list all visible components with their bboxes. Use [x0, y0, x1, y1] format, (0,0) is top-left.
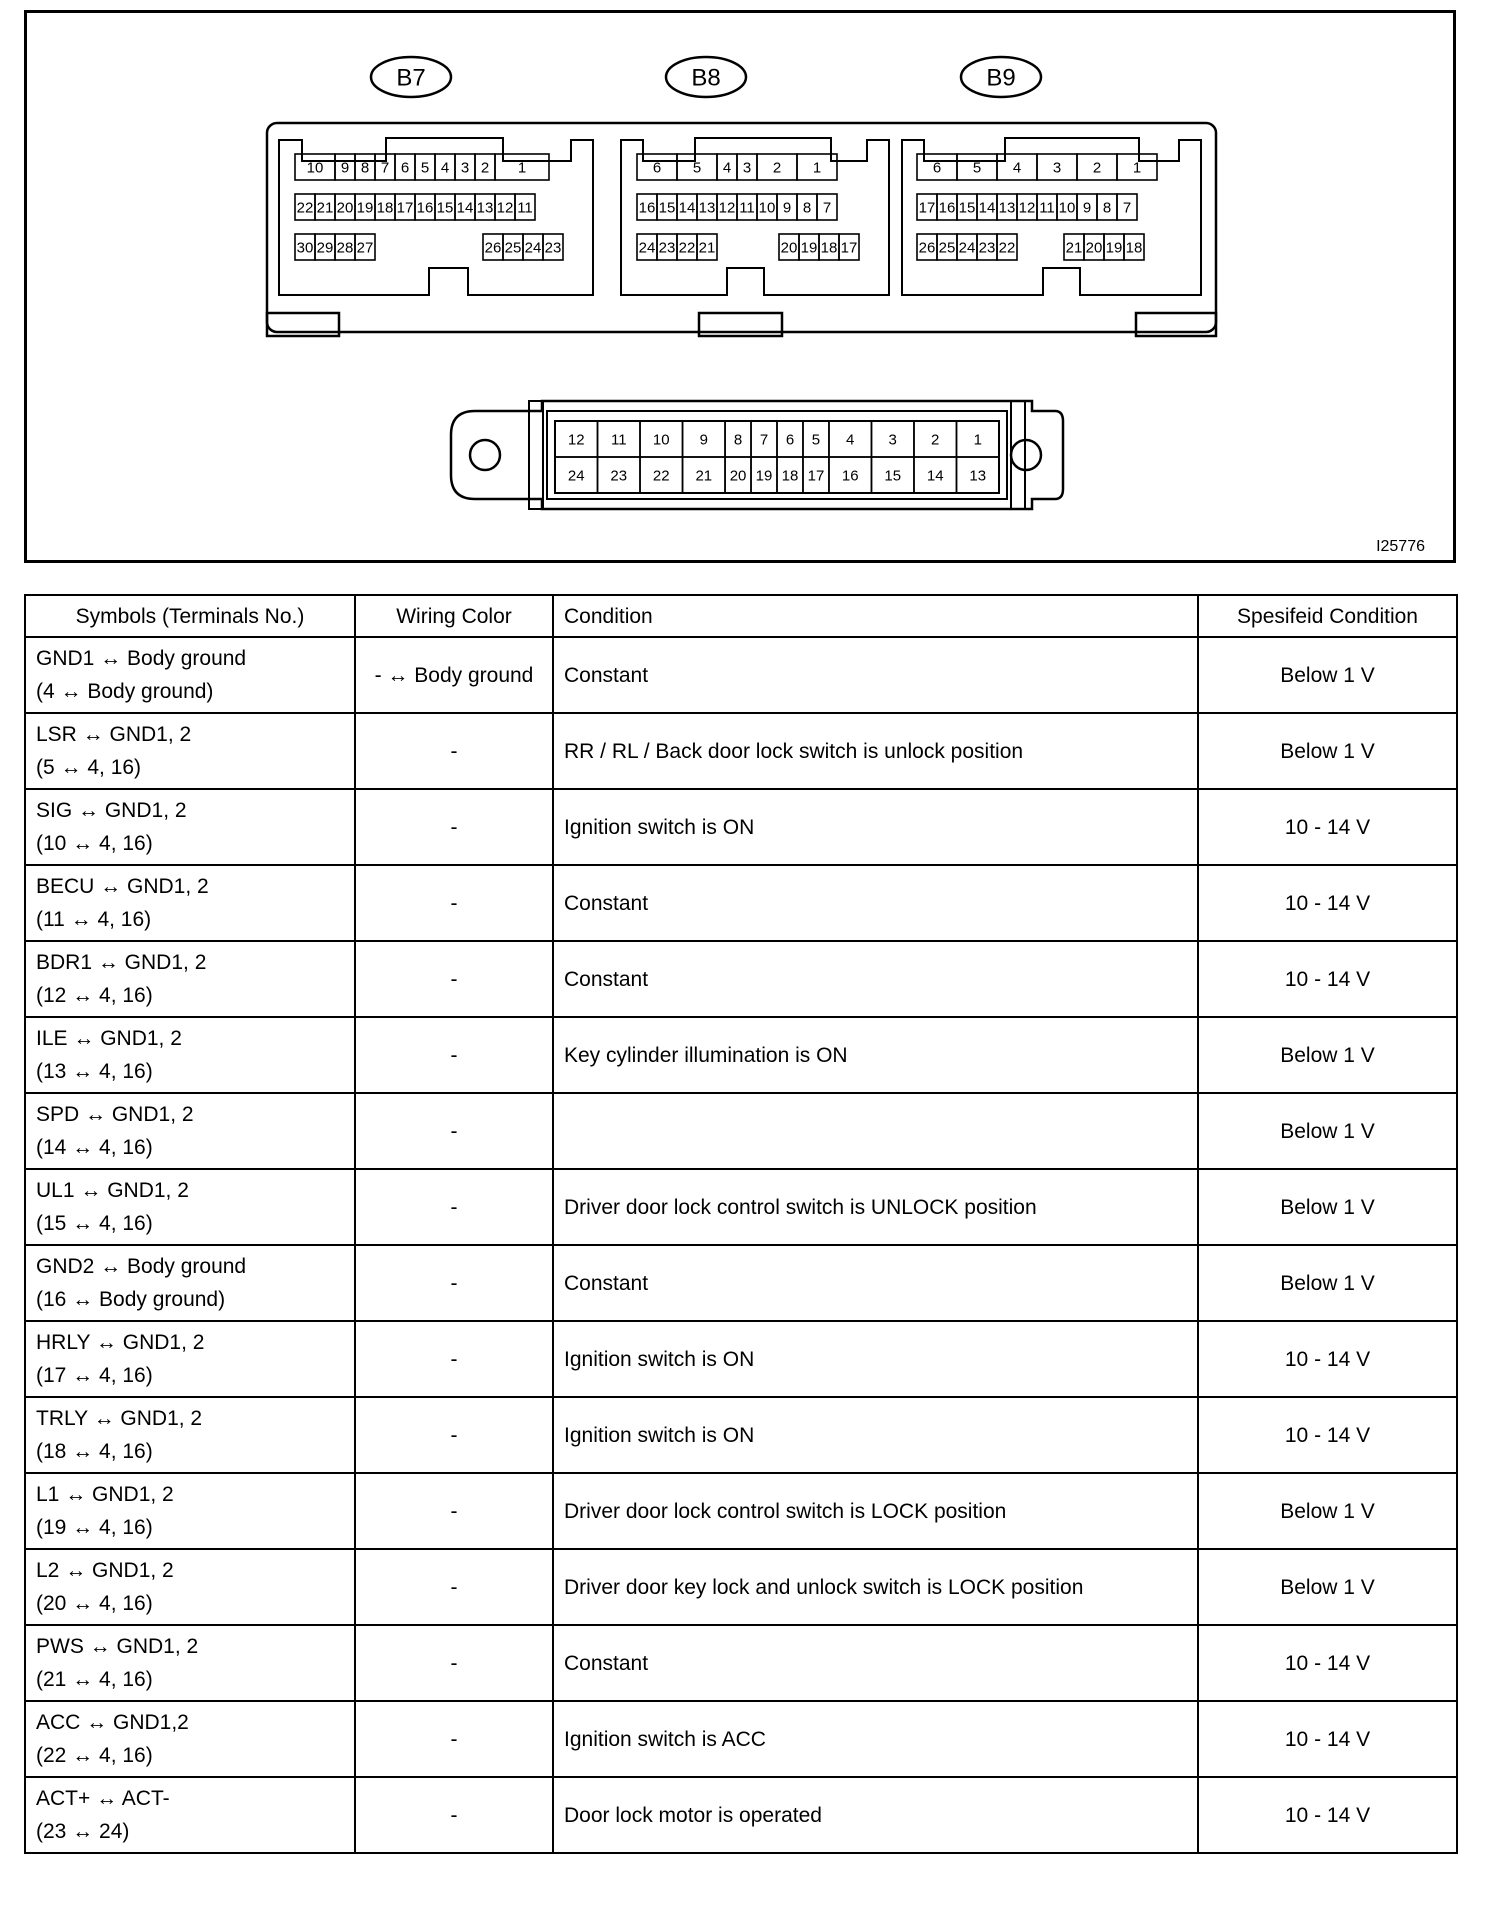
pin-number: 16 [416, 199, 434, 217]
wiring-color-cell: - [355, 789, 553, 865]
symbol-pair: L2 ↔ GND1, 2 [36, 1559, 174, 1582]
wiring-color-cell: - [355, 1321, 553, 1397]
pin-number: 23 [544, 239, 562, 257]
header-wiring-color: Wiring Color [355, 595, 553, 637]
pin-number: 7 [380, 159, 390, 177]
condition-cell [553, 1093, 1198, 1169]
condition-cell: Ignition switch is ON [553, 1397, 1198, 1473]
pin-number: 14 [456, 199, 474, 217]
symbol-pair: ILE ↔ GND1, 2 [36, 1027, 182, 1050]
pin-number: 5 [811, 431, 821, 449]
connector-label: B7 [396, 64, 426, 92]
table-row [25, 865, 1457, 941]
specified-condition-cell: Below 1 V [1198, 1549, 1457, 1625]
symbol-cell [25, 1245, 355, 1321]
pin-number: 11 [610, 431, 627, 449]
symbol-cell [25, 865, 355, 941]
pin-number: 16 [638, 199, 656, 217]
pin-number: 17 [840, 239, 858, 257]
pin-number: 2 [772, 159, 782, 177]
symbol-cell [25, 941, 355, 1017]
terminal-numbers: (17 ↔ 4, 16) [36, 1364, 153, 1387]
terminal-numbers: (16 ↔ Body ground) [36, 1288, 226, 1311]
pin-number: 7 [759, 431, 769, 449]
symbol-pair: BECU ↔ GND1, 2 [36, 875, 209, 898]
condition-cell: RR / RL / Back door lock switch is unlock position [553, 713, 1198, 789]
terminal-numbers: (21 ↔ 4, 16) [36, 1668, 153, 1691]
header-condition: Condition [553, 595, 1198, 637]
symbol-cell [25, 637, 355, 713]
connector-b7 [295, 57, 563, 260]
specified-condition-cell: Below 1 V [1198, 637, 1457, 713]
pin-number: 15 [958, 199, 976, 217]
pin-number: 18 [820, 239, 838, 257]
table-row [25, 713, 1457, 789]
connector-label: B8 [691, 64, 721, 92]
terminal-numbers: (23 ↔ 24) [36, 1820, 130, 1843]
wiring-color-cell: - [355, 1093, 553, 1169]
connector-b9 [917, 57, 1157, 260]
specified-condition-cell: 10 - 14 V [1198, 865, 1457, 941]
symbol-pair: SPD ↔ GND1, 2 [36, 1103, 194, 1126]
pin-number: 17 [396, 199, 414, 217]
specified-condition-cell: Below 1 V [1198, 1473, 1457, 1549]
table-row [25, 1701, 1457, 1777]
condition-cell: Ignition switch is ACC [553, 1701, 1198, 1777]
pin-number: 27 [356, 239, 374, 257]
pin-number: 13 [476, 199, 494, 217]
pin-number: 4 [846, 431, 855, 449]
connector-diagram [24, 10, 1456, 563]
wiring-color-cell: - [355, 1245, 553, 1321]
symbol-cell [25, 789, 355, 865]
specified-condition-cell: 10 - 14 V [1198, 1321, 1457, 1397]
pin-number: 22 [678, 239, 696, 257]
terminal-numbers: (22 ↔ 4, 16) [36, 1744, 153, 1767]
terminal-numbers: (19 ↔ 4, 16) [36, 1516, 153, 1539]
table-row [25, 1321, 1457, 1397]
pin-number: 20 [1085, 239, 1103, 257]
pin-number: 19 [755, 467, 773, 485]
wiring-color-cell: - [355, 941, 553, 1017]
pin-number: 26 [484, 239, 502, 257]
symbol-cell [25, 1169, 355, 1245]
pin-number: 19 [356, 199, 374, 217]
terminal-numbers: (4 ↔ Body ground) [36, 680, 214, 703]
table-row [25, 1093, 1457, 1169]
pin-number: 20 [729, 467, 747, 485]
wiring-color-cell: - [355, 1169, 553, 1245]
pin-number: 15 [658, 199, 676, 217]
symbol-cell [25, 713, 355, 789]
terminal-numbers: (15 ↔ 4, 16) [36, 1212, 153, 1235]
symbol-pair: HRLY ↔ GND1, 2 [36, 1331, 205, 1354]
pin-number: 14 [978, 199, 996, 217]
specified-condition-cell: 10 - 14 V [1198, 941, 1457, 1017]
pin-number: 20 [336, 199, 354, 217]
terminal-standard-voltage-table [24, 594, 1458, 1854]
pin-number: 2 [931, 431, 940, 449]
pin-number: 22 [998, 239, 1016, 257]
pin-number: 23 [978, 239, 996, 257]
symbol-cell [25, 1777, 355, 1853]
pin-number: 15 [884, 467, 902, 485]
pin-number: 1 [517, 159, 527, 177]
table-row [25, 1017, 1457, 1093]
condition-cell: Driver door key lock and unlock switch is LOCK position [553, 1549, 1198, 1625]
connector-b8 [637, 57, 859, 260]
ecu-connector-housing [267, 123, 1216, 336]
specified-condition-cell: 10 - 14 V [1198, 1397, 1457, 1473]
wiring-color-cell: - [355, 1473, 553, 1549]
pin-number: 13 [698, 199, 716, 217]
condition-cell: Constant [553, 941, 1198, 1017]
pin-number: 12 [1018, 199, 1036, 217]
wiring-color-cell: - [355, 713, 553, 789]
symbol-pair: PWS ↔ GND1, 2 [36, 1635, 199, 1658]
terminal-numbers: (18 ↔ 4, 16) [36, 1440, 153, 1463]
pin-number: 7 [822, 199, 832, 217]
table-row [25, 1549, 1457, 1625]
symbol-cell [25, 1549, 355, 1625]
table-header-row [25, 595, 1457, 637]
pin-number: 13 [969, 467, 987, 485]
specified-condition-cell: Below 1 V [1198, 1017, 1457, 1093]
pin-number: 9 [340, 159, 350, 177]
pin-number: 11 [517, 199, 533, 217]
pin-number: 5 [692, 159, 702, 177]
condition-cell: Constant [553, 1245, 1198, 1321]
symbol-pair: GND2 ↔ Body ground [36, 1255, 247, 1278]
pin-number: 10 [1058, 199, 1076, 217]
pin-number: 3 [888, 431, 897, 449]
pin-number: 24 [958, 239, 976, 257]
pin-number: 16 [938, 199, 956, 217]
wiring-color-cell: - [355, 1549, 553, 1625]
pin-number: 4 [722, 159, 732, 177]
pin-number: 12 [567, 431, 585, 449]
pin-number: 24 [567, 467, 585, 485]
specified-condition-cell: Below 1 V [1198, 713, 1457, 789]
pin-number: 8 [1102, 199, 1112, 217]
wiring-color-cell: - ↔ Body ground [355, 637, 553, 713]
pin-number: 15 [436, 199, 454, 217]
pin-number: 19 [1105, 239, 1123, 257]
specified-condition-cell: 10 - 14 V [1198, 789, 1457, 865]
symbol-pair: BDR1 ↔ GND1, 2 [36, 951, 207, 974]
pin-number: 2 [480, 159, 490, 177]
pin-number: 6 [932, 159, 942, 177]
pin-number: 3 [742, 159, 752, 177]
pin-number: 1 [1132, 159, 1142, 177]
condition-cell: Door lock motor is operated [553, 1777, 1198, 1853]
pin-number: 24 [638, 239, 656, 257]
pin-number: 25 [504, 239, 522, 257]
pin-number: 16 [841, 467, 859, 485]
pin-number: 8 [733, 431, 743, 449]
connector-label: B9 [986, 64, 1016, 92]
pin-number: 5 [972, 159, 982, 177]
pin-number: 10 [652, 431, 670, 449]
table-row [25, 789, 1457, 865]
pin-number: 29 [316, 239, 334, 257]
symbol-cell [25, 1093, 355, 1169]
symbol-pair: ACT+ ↔ ACT- [36, 1787, 170, 1810]
pin-number: 18 [1125, 239, 1143, 257]
pin-number: 6 [785, 431, 795, 449]
pin-number: 30 [296, 239, 314, 257]
symbol-cell [25, 1473, 355, 1549]
pin-number: 10 [306, 159, 324, 177]
symbol-cell [25, 1017, 355, 1093]
terminal-numbers: (10 ↔ 4, 16) [36, 832, 153, 855]
pin-number: 4 [440, 159, 450, 177]
pin-number: 9 [1082, 199, 1092, 217]
terminal-numbers: (12 ↔ 4, 16) [36, 984, 153, 1007]
pin-number: 5 [420, 159, 430, 177]
pin-number: 12 [718, 199, 736, 217]
pin-number: 8 [360, 159, 370, 177]
wiring-color-cell: - [355, 1777, 553, 1853]
pin-number: 6 [652, 159, 662, 177]
symbol-pair: TRLY ↔ GND1, 2 [36, 1407, 203, 1430]
table-row [25, 1245, 1457, 1321]
header-symbols: Symbols (Terminals No.) [25, 595, 355, 637]
terminal-numbers: (13 ↔ 4, 16) [36, 1060, 153, 1083]
wiring-color-cell: - [355, 1017, 553, 1093]
pin-number: 14 [678, 199, 696, 217]
pin-number: 20 [780, 239, 798, 257]
pin-number: 14 [926, 467, 944, 485]
pin-number: 11 [739, 199, 755, 217]
wiring-color-cell: - [355, 1625, 553, 1701]
pin-number: 22 [652, 467, 670, 485]
pin-number: 21 [698, 239, 716, 257]
connector-drawing [27, 13, 1453, 560]
pin-number: 17 [918, 199, 936, 217]
condition-cell: Constant [553, 1625, 1198, 1701]
table-row [25, 1625, 1457, 1701]
wiring-color-cell: - [355, 1397, 553, 1473]
terminal-numbers: (11 ↔ 4, 16) [36, 908, 152, 931]
symbol-pair: L1 ↔ GND1, 2 [36, 1483, 174, 1506]
table-row [25, 1473, 1457, 1549]
condition-cell: Ignition switch is ON [553, 1321, 1198, 1397]
pin-number: 23 [610, 467, 628, 485]
condition-cell: Key cylinder illumination is ON [553, 1017, 1198, 1093]
pin-number: 9 [699, 431, 708, 449]
table-row [25, 1777, 1457, 1853]
pin-number: 21 [695, 467, 713, 485]
condition-cell: Driver door lock control switch is LOCK position [553, 1473, 1198, 1549]
header-specified-condition: Spesifeid Condition [1198, 595, 1457, 637]
pin-number: 18 [376, 199, 394, 217]
wiring-color-cell: - [355, 865, 553, 941]
specified-condition-cell: Below 1 V [1198, 1245, 1457, 1321]
pin-number: 25 [938, 239, 956, 257]
mounting-hole-left-icon [470, 440, 500, 470]
figure-id: I25776 [1376, 538, 1425, 555]
pin-number: 10 [758, 199, 776, 217]
table-row [25, 1397, 1457, 1473]
symbol-cell [25, 1625, 355, 1701]
condition-cell: Constant [553, 637, 1198, 713]
pin-number: 2 [1092, 159, 1102, 177]
symbol-cell [25, 1701, 355, 1777]
pin-number: 23 [658, 239, 676, 257]
pin-number: 18 [781, 467, 799, 485]
pin-number: 3 [460, 159, 470, 177]
symbol-pair: SIG ↔ GND1, 2 [36, 799, 187, 822]
pin-number: 3 [1052, 159, 1062, 177]
symbol-cell [25, 1321, 355, 1397]
pin-number: 17 [807, 467, 825, 485]
pin-number: 24 [524, 239, 542, 257]
pin-number: 11 [1039, 199, 1055, 217]
pin-number: 6 [400, 159, 410, 177]
condition-cell: Constant [553, 865, 1198, 941]
pin-number: 1 [973, 431, 982, 449]
table-row [25, 1169, 1457, 1245]
wiring-color-cell: - [355, 1701, 553, 1777]
specified-condition-cell: 10 - 14 V [1198, 1625, 1457, 1701]
specified-condition-cell: 10 - 14 V [1198, 1777, 1457, 1853]
terminal-numbers: (20 ↔ 4, 16) [36, 1592, 153, 1615]
specified-condition-cell: 10 - 14 V [1198, 1701, 1457, 1777]
symbol-pair: GND1 ↔ Body ground [36, 647, 247, 670]
symbol-pair: ACC ↔ GND1,2 [36, 1711, 189, 1734]
pin-number: 1 [812, 159, 822, 177]
specified-condition-cell: Below 1 V [1198, 1169, 1457, 1245]
pin-number: 26 [918, 239, 936, 257]
specified-condition-cell: Below 1 V [1198, 1093, 1457, 1169]
pin-number: 21 [316, 199, 334, 217]
symbol-pair: LSR ↔ GND1, 2 [36, 723, 192, 746]
terminal-numbers: (14 ↔ 4, 16) [36, 1136, 153, 1159]
symbol-pair: UL1 ↔ GND1, 2 [36, 1179, 189, 1202]
pin-number: 19 [800, 239, 818, 257]
condition-cell: Ignition switch is ON [553, 789, 1198, 865]
pin-number: 28 [336, 239, 354, 257]
pin-number: 22 [296, 199, 314, 217]
pin-number: 4 [1012, 159, 1022, 177]
symbol-cell [25, 1397, 355, 1473]
pin-number: 21 [1065, 239, 1083, 257]
table-row [25, 637, 1457, 713]
terminal-numbers: (5 ↔ 4, 16) [36, 756, 142, 779]
pin-number: 9 [782, 199, 792, 217]
pin-number: 12 [496, 199, 514, 217]
condition-cell: Driver door lock control switch is UNLOCK position [553, 1169, 1198, 1245]
pin-number: 13 [998, 199, 1016, 217]
pin-number: 8 [802, 199, 812, 217]
pin-number: 7 [1122, 199, 1132, 217]
table-row [25, 941, 1457, 1017]
